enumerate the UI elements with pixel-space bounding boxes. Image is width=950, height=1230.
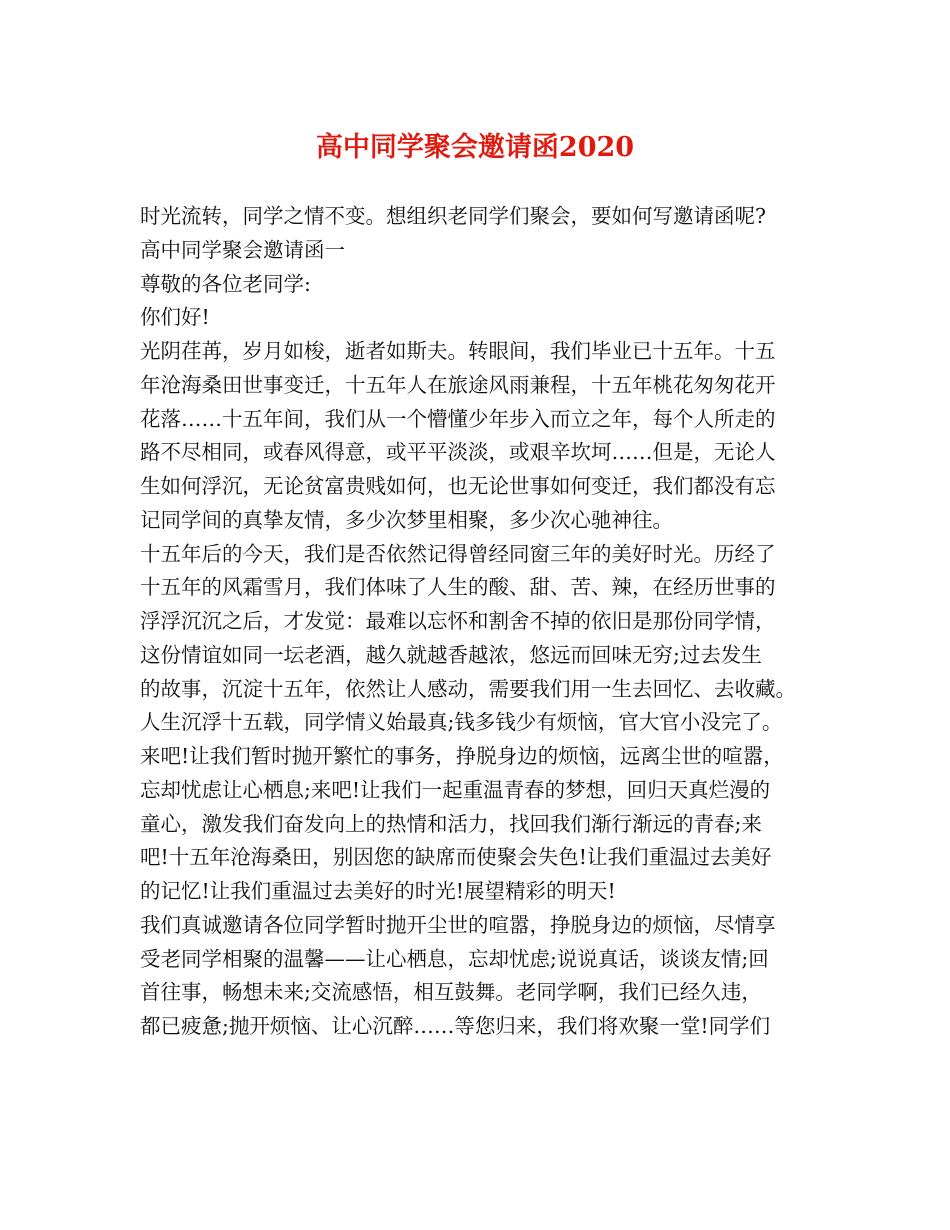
body-line: 生如何浮沉，无论贫富贵贱如何，也无论世事如何变迁，我们都没有忘: [140, 474, 776, 498]
body-line: 花落……十五年间，我们从一个懵懂少年步入而立之年，每个人所走的: [140, 406, 776, 431]
body-line: 高中同学聚会邀请函一: [140, 237, 345, 262]
body-line: 首往事，畅想未来;交流感悟，相互鼓舞。老同学啊，我们已经久违，: [140, 980, 762, 1005]
body-line: 来吧!让我们暂时抛开繁忙的事务，挣脱身边的烦恼，远离尘世的喧嚣，: [140, 744, 784, 768]
body-line: 光阴荏苒，岁月如梭，逝者如斯夫。转眼间，我们毕业已十五年。十五: [140, 339, 776, 363]
body-line: 这份情谊如同一坛老酒，越久就越香越浓，悠远而回味无穷;过去发生: [140, 642, 762, 667]
body-line: 路不尽相同，或春风得意，或平平淡淡，或艰辛坎坷……但是，无论人: [140, 440, 776, 465]
body-line: 我们真诚邀请各位同学暂时抛开尘世的喧嚣，挣脱身边的烦恼，尽情享: [140, 912, 776, 937]
body-line: 浮浮沉沉之后，才发觉：最难以忘怀和割舍不掉的依旧是那份同学情，: [140, 609, 776, 633]
body-line: 吧!十五年沧海桑田，别因您的缺席而使聚会失色!让我们重温过去美好: [140, 845, 772, 870]
body-line: 尊敬的各位老同学:: [140, 271, 311, 296]
body-line: 年沧海桑田世事变迁，十五年人在旅途风雨兼程，十五年桃花匆匆花开: [140, 372, 776, 397]
body-line: 童心，激发我们奋发向上的热情和活力，找回我们渐行渐远的青春;来: [140, 811, 762, 836]
body-line: 记同学间的真挚友情，多少次梦里相聚，多少次心驰神往。: [140, 507, 673, 532]
body-line: 时光流转，同学之情不变。想组织老同学们聚会，要如何写邀请函呢?: [140, 204, 766, 228]
body-line: 的记忆!让我们重温过去美好的时光!展望精彩的明天!: [140, 879, 616, 903]
body-line: 忘却忧虑让心栖息;来吧!让我们一起重温青春的梦想，回归天真烂漫的: [140, 777, 771, 802]
body-line: 人生沉浮十五载，同学情义始最真;钱多钱少有烦恼，官大官小没完了。: [140, 710, 783, 735]
body-line: 十五年的风霜雪月，我们体味了人生的酸、甜、苦、辣，在经历世事的: [140, 575, 776, 600]
body-line: 的故事，沉淀十五年，依然让人感动，需要我们用一生去回忆、去收藏。: [140, 676, 796, 701]
body-line: 你们好!: [140, 305, 210, 330]
document-title: 高中同学聚会邀请函2020: [315, 132, 635, 163]
document-body: [140, 200, 830, 1044]
body-line: 都已疲惫;抛开烦恼、让心沉醉……等您归来，我们将欢聚一堂!同学们: [140, 1014, 771, 1038]
body-line: 十五年后的今天，我们是否依然记得曾经同窗三年的美好时光。历经了: [140, 541, 776, 566]
body-line: 受老同学相聚的温馨——让心栖息，忘却忧虑;说说真话，谈谈友情;回: [140, 946, 769, 971]
